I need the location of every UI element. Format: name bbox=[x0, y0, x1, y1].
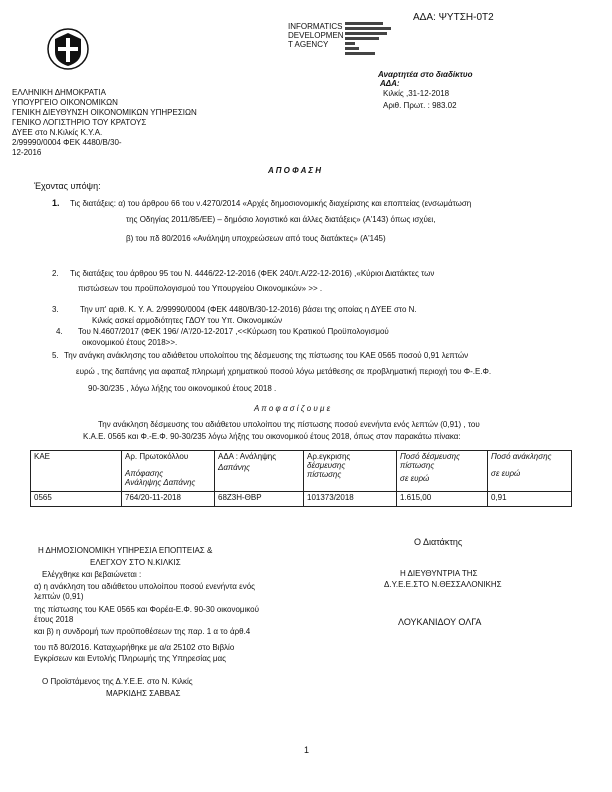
greek-emblem-icon bbox=[47, 28, 89, 70]
left-line-6: της πίστωσης του ΚΑΕ 0565 και Φορέα-Ε.Φ. 90-30 οικονομικού bbox=[34, 605, 259, 614]
header-kae: ΚΑΕ bbox=[31, 451, 122, 492]
header-recall: Ποσό ανάκλησης σε ευρώ bbox=[488, 451, 572, 492]
item-2-number: 2. bbox=[52, 269, 59, 278]
left-line-11: Ο Προϊστάμενος της Δ.Υ.Ε.Ε. στο Ν. Κιλκίς bbox=[42, 677, 193, 686]
cell-protocol: 764/20-11-2018 bbox=[122, 492, 215, 507]
item-3-line-b: Κιλκίς ασκεί αρμοδιότητες ΓΔΟΥ του Υπ. Οικονομικών bbox=[92, 316, 283, 325]
having-regard: Έχοντας υπόψη: bbox=[34, 181, 101, 191]
table-header-row bbox=[31, 451, 572, 492]
cell-ada: 68Ζ3Η-ΘΒΡ bbox=[215, 492, 304, 507]
signer-role-2: Δ.Υ.Ε.Ε.ΣΤΟ Ν.ΘΕΣΣΑΛΟΝΙΚΗΣ bbox=[384, 580, 502, 589]
ada-label: ΑΔΑ: bbox=[380, 79, 400, 88]
cell-amount: 1.615,00 bbox=[397, 492, 488, 507]
posted-online: Αναρτητέα στο διαδίκτυο bbox=[378, 70, 473, 79]
header-protocol: Αρ. Πρωτοκόλλου Απόφασης Ανάληψης Δαπάνης bbox=[122, 451, 215, 492]
item-5-number: 5. bbox=[52, 351, 59, 360]
left-line-1: Η ΔΗΜΟΣΙΟΝΟΜΙΚΗ ΥΠΗΡΕΣΙΑ ΕΠΟΠΤΕΙΑΣ & bbox=[38, 546, 213, 555]
agency-name: INFORMATICS DEVELOPMEN T AGENCY bbox=[288, 22, 344, 49]
page-title: Α Π Ο Φ Α Σ Η bbox=[268, 166, 322, 175]
item-5-line-c: 90-30/235 , λόγω λήξης του οικονομικού έτους 2018 . bbox=[88, 384, 277, 393]
item-2-line-b: πιστώσεων του προϋπολογισμού του Υπουργείου Οικονομικών» >> . bbox=[78, 284, 323, 293]
item-1-line-c: β) του πδ 80/2016 «Ανάληψη υποχρεώσεων από τους διατάκτες» (Α'145) bbox=[126, 234, 386, 243]
signer-title: Ο Διατάκτης bbox=[414, 537, 463, 547]
agency-details bbox=[345, 22, 391, 55]
left-line-7: έτους 2018 bbox=[34, 615, 74, 624]
page-number: 1 bbox=[304, 745, 310, 755]
header-ada: ΑΔΑ : Ανάληψης Δαπάνης bbox=[215, 451, 304, 492]
item-5-line-b: ευρώ , της δαπάνης για αφαπαξ πληρωμή χρηματικού ποσού λόγω μετάθεσης σε προβληματική περιοχή του Φ-.Ε.Φ. bbox=[76, 367, 492, 376]
cell-kae: 0565 bbox=[31, 492, 122, 507]
left-line-10: Εγκρίσεων και Εντολής Πληρωμής της Υπηρεσίας μας bbox=[34, 654, 227, 663]
left-line-3: Ελέγχθηκε και βεβαιώνεται : bbox=[42, 570, 142, 579]
left-line-9: του πδ 80/2016. Καταχωρήθηκε με α/α 25102 στο Βιβλίο bbox=[34, 643, 235, 652]
place-date: Κιλκίς ,31-12-2018 bbox=[383, 89, 450, 98]
left-line-4: α) η ανάκληση του αδιάθετου υπολοίπου ποσού ενενήντα ενός bbox=[34, 582, 255, 591]
cell-recall: 0,91 bbox=[488, 492, 572, 507]
issuer-block: ΕΛΛΗΝΙΚΗ ΔΗΜΟΚΡΑΤΙΑ ΥΠΟΥΡΓΕΙΟ ΟΙΚΟΝΟΜΙΚΩΝ ΓΕΝΙΚΗ ΔΙΕΥΘΥΝΣΗ ΟΙΚΟΝΟΜΙΚΩΝ ΥΠΗΡΕΣΙΩΝ ΓΕΝΙΚΟ ΛΟΓΙΣΤΗΡΙΟ ΤΟΥ ΚΡΑΤΟΥΣ ΔΥΕΕ στο Ν.Κιλκίς Κ.Υ.Α. 2/99990/0004 ΦΕΚ 4480/Β/30- 12-2016 bbox=[12, 88, 197, 157]
left-line-2: ΕΛΕΓΧΟΥ ΣΤΟ Ν.ΚΙΛΚΙΣ bbox=[90, 558, 181, 567]
item-3-number: 3. bbox=[52, 305, 59, 314]
item-1-number: 1. bbox=[52, 198, 60, 208]
item-1-line-b: της Οδηγίας 2011/85/ΕΕ) – δημόσιο λογιστικό και άλλες διατάξεις» (Α'143) όπως ισχύει, bbox=[126, 215, 436, 224]
item-1-line-a: Τις διατάξεις: α) του άρθρου 66 του ν.4270/2014 «Αρχές δημοσιονομικής διαχείρισης και εποπτείας (ενσωμάτωση bbox=[70, 199, 472, 208]
item-4-line-b: οικονομικού έτους 2018>>. bbox=[82, 338, 178, 347]
protocol-number: Αριθ. Πρωτ. : 983.02 bbox=[383, 101, 457, 110]
item-2-line-a: Τις διατάξεις του άρθρου 95 του Ν. 4446/22-12-2016 (ΦΕΚ 240/τ.Α/22-12-2016) ,«Κύριοι Διατάκτες των bbox=[70, 269, 435, 278]
item-4-number: 4. bbox=[56, 327, 63, 336]
left-line-5: λεπτών (0,91) bbox=[34, 592, 84, 601]
decide-heading: Α π ο φ α σ ί ζ ο υ μ ε bbox=[254, 404, 331, 413]
left-line-8: και β) η συνδρομή των προϋποθέσεων της παρ. 1 α το άρθ.4 bbox=[34, 627, 251, 636]
table-row bbox=[31, 492, 572, 507]
header-amount: Ποσό δέσμευσης πίστωσης σε ευρώ bbox=[397, 451, 488, 492]
recall-table bbox=[30, 450, 572, 507]
signer-role-1: Η ΔΙΕΥΘΥΝΤΡΙΑ ΤΗΣ bbox=[400, 569, 478, 578]
header-approval: Αρ.εγκρισης δέσμευσης πίστωσης bbox=[304, 451, 397, 492]
item-3-line-a: Την υπ' αριθ. Κ. Υ. Α. 2/99990/0004 (ΦΕΚ 4480/Β/30-12-2016) βάσει της οποίας η ΔΥΕΕ στο Ν. bbox=[80, 305, 417, 314]
item-4-line-a: Του Ν.4607/2017 (ΦΕΚ 196/ /Α'/20-12-2017 ,<<Κύρωση του Κρατικού Προϋπολογισμού bbox=[78, 327, 389, 336]
item-5-line-a: Την ανάγκη ανάκλησης του αδιάθετου υπολοίπου της δέσμευσης της πίστωσης του ΚΑΕ 0565 ποσού 0,91 λεπτών bbox=[64, 351, 469, 360]
decision-line-b: Κ.Α.Ε. 0565 και Φ.-Ε.Φ. 90-30/235 λόγω λήξης του οικονομικού έτους 2018, όπως στον παρακάτω πίνακα: bbox=[83, 432, 461, 441]
ada-code: ΑΔΑ: ΨΥΤΣΗ-0Τ2 bbox=[413, 12, 494, 23]
signer-name: ΛΟΥΚΑΝΙΔΟΥ ΟΛΓΑ bbox=[398, 617, 482, 627]
cell-approval: 101373/2018 bbox=[304, 492, 397, 507]
decision-line-a: Την ανάκληση δέσμευσης του αδιάθετου υπολοίπου της πίστωσης ποσού ενενήντα ενός λεπτών (0,91) , του bbox=[98, 420, 480, 429]
left-line-12: ΜΑΡΚΙΔΗΣ ΣΑΒΒΑΣ bbox=[106, 689, 181, 698]
